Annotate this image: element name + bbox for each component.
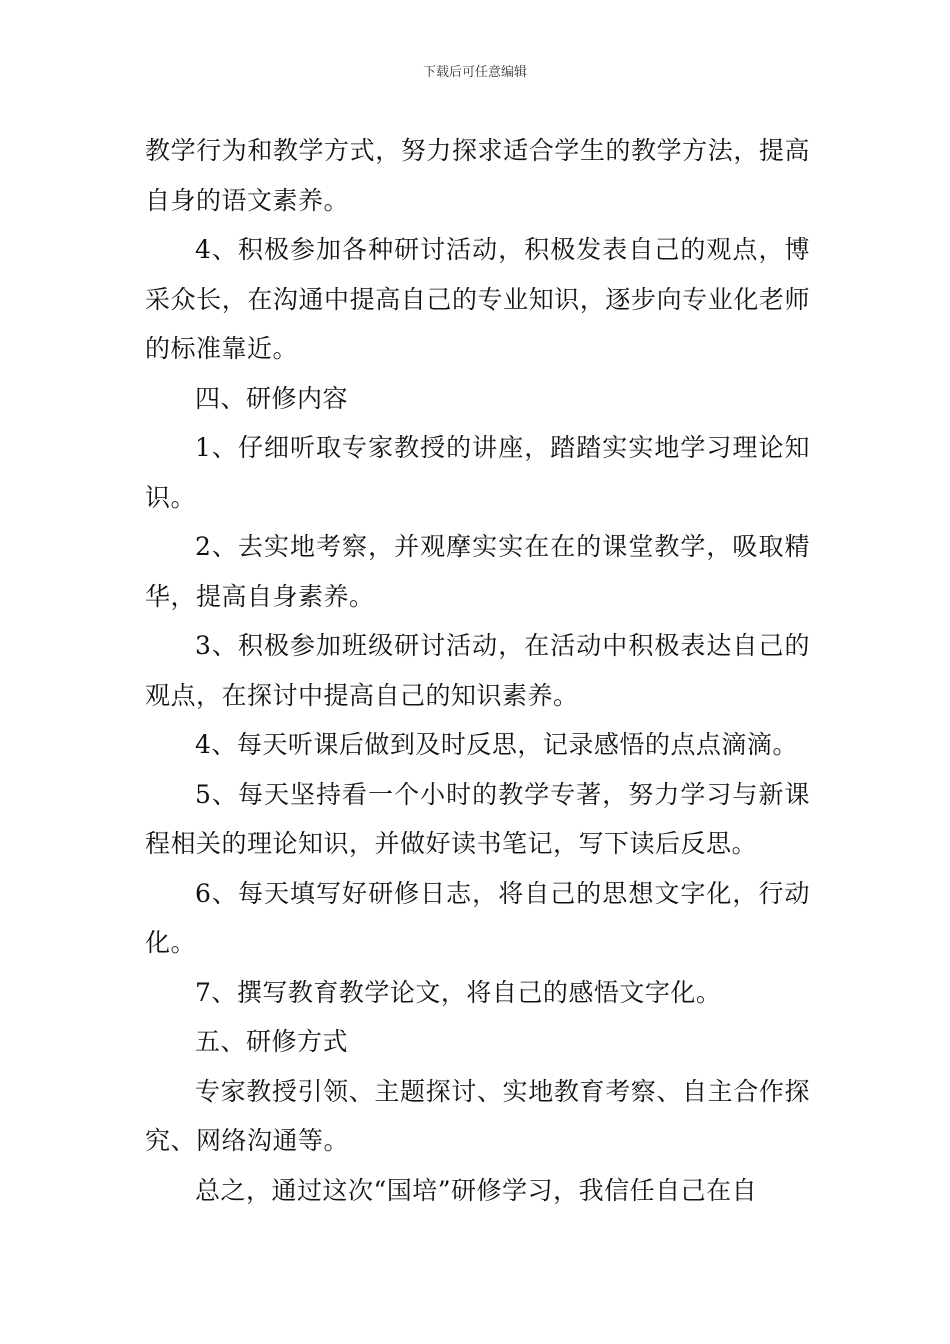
paragraph-6: 4、每天听课后做到及时反思，记录感悟的点点滴滴。 xyxy=(195,730,798,759)
page-header: 下载后可任意编辑 xyxy=(422,65,527,80)
paragraph-3: 1、仔细听取专家教授的讲座，踏踏实实地学习理论知识。 xyxy=(145,433,810,512)
paragraph-1: 4、积极参加各种研讨活动，积极发表自己的观点，博采众长，在沟通中提高自己的专业知识，逐步向专业化老师的标准靠近。 xyxy=(145,235,810,363)
paragraph-9: 7、撰写教育教学论文，将自己的感悟文字化。 xyxy=(195,977,722,1007)
paragraph-4: 2、去实地考察，并观摩实实在在的课堂教学，吸取精华，提高自身素养。 xyxy=(145,532,810,611)
paragraph-7: 5、每天坚持看一个小时的教学专著，努力学习与新课程相关的理论知识，并做好读书笔记，写下读后反思。 xyxy=(145,779,810,858)
paragraph-8: 6、每天填写好研修日志，将自己的思想文字化，行动化。 xyxy=(145,878,810,957)
paragraph-12: 总之，通过这次“国培”研修学习，我信任自己在自 xyxy=(195,1175,758,1205)
section-heading-4: 四、研修内容 xyxy=(195,383,349,413)
paragraph-0: 教学行为和教学方式，努力探求适合学生的教学方法，提高自身的语文素养。 xyxy=(145,136,810,215)
section-heading-5: 五、研修方式 xyxy=(195,1027,349,1056)
paragraph-5: 3、积极参加班级研讨活动，在活动中积极表达自己的观点，在探讨中提高自己的知识素养。 xyxy=(145,631,810,710)
document-body xyxy=(145,126,810,1215)
paragraph-11: 专家教授引领、主题探讨、实地教育考察、自主合作探究、网络沟通等。 xyxy=(145,1076,810,1155)
